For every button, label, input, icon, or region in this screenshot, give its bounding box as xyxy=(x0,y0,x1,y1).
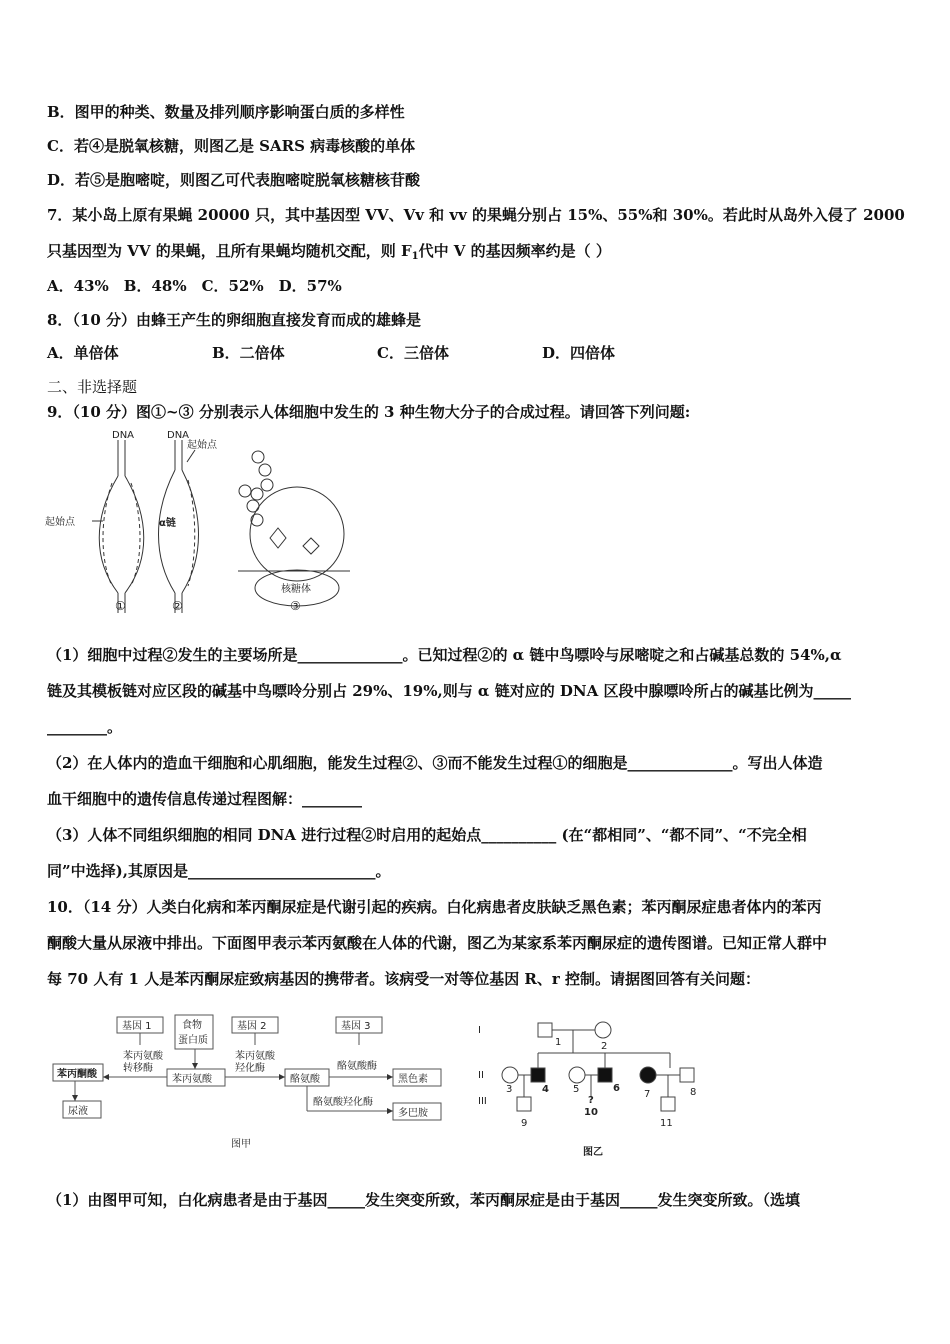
pedigree-num-11: 11 xyxy=(660,1118,673,1129)
fig-a-enzyme-1a: 苯丙氨酸 xyxy=(123,1051,163,1062)
pedigree-num-7: 7 xyxy=(644,1089,651,1100)
q8-stem: 8．（10 分）由蜂王产生的卵细胞直接发育而成的雄蜂是 xyxy=(47,311,422,329)
q6-option-b: B．图甲的种类、数量及排列顺序影响蛋白质的多样性 xyxy=(47,103,405,121)
fig-b-caption: 图乙 xyxy=(583,1147,603,1158)
pedigree-num-9: 9 xyxy=(521,1118,528,1129)
q8-option-b: B．二倍体 xyxy=(212,344,285,362)
fig-a-tyrosine: 酪氨酸 xyxy=(290,1074,320,1085)
fig-a-enzyme-3: 酪氨酸酶 xyxy=(337,1061,377,1072)
fig-a-food-line2: 蛋白质 xyxy=(178,1035,208,1046)
fig-a-caption: 图甲 xyxy=(231,1139,251,1150)
q9-part3-line1: （3）人体不同组织细胞的相同 DNA 进行过程②时启用的起始点__________ (在“都相同”、“都不同”、“不完全相 xyxy=(47,826,807,844)
q10-part1: （1）由图甲可知，白化病患者是由于基因_____发生突变所致，苯丙酮尿症是由于基因_____发生突变所致。（选填 xyxy=(47,1191,800,1209)
q10-stem-line1: 10．（14 分）人类白化病和苯丙酮尿症是代谢引起的疾病。白化病患者皮肤缺乏黑色素；苯丙酮尿症患者体内的苯丙 xyxy=(47,898,822,916)
q7-stem-line1: 7．某小岛上原有果蝇 20000 只，其中基因型 VV、Vv 和 vv 的果蝇分别占 15%、55%和 30%。若此时从岛外入侵了 2000 xyxy=(47,206,905,224)
fig-a-phenylalanine: 苯丙氨酸 xyxy=(172,1074,212,1085)
q8-option-d: D．四倍体 xyxy=(542,344,616,362)
pedigree-gen-1: I xyxy=(478,1025,481,1036)
q8-option-a: A．单倍体 xyxy=(47,344,119,362)
pedigree-question: ? xyxy=(588,1095,594,1106)
q8-option-c: C．三倍体 xyxy=(377,344,449,362)
fig-label-alpha-chain: α链 xyxy=(159,518,176,529)
fig-a-urine: 尿液 xyxy=(68,1106,88,1117)
q9-stem: 9．（10 分）图①~③ 分别表示人体细胞中发生的 3 种生物大分子的合成过程。请回答下列问题: xyxy=(47,403,691,421)
fig-a-phenylpyruvate: 苯丙酮酸 xyxy=(57,1069,97,1080)
pedigree-num-8: 8 xyxy=(690,1087,697,1098)
fig-a-enzyme-2b: 羟化酶 xyxy=(235,1063,265,1074)
q6-option-c: C．若④是脱氧核糖，则图乙是 SARS 病毒核酸的单体 xyxy=(47,137,416,155)
q9-figure xyxy=(45,428,355,618)
q7-subscript: 1 xyxy=(411,251,419,262)
pedigree-num-2: 2 xyxy=(601,1041,608,1052)
q8-options xyxy=(47,343,747,363)
fig-label-1: ① xyxy=(115,599,126,613)
fig-label-origin-left: 起始点 xyxy=(45,517,75,528)
q9-part2-line2: 血干细胞中的遗传信息传递过程图解：________ xyxy=(47,790,363,808)
pedigree-num-1: 1 xyxy=(555,1037,562,1048)
fig-a-dopamine: 多巴胺 xyxy=(398,1108,428,1119)
fig-label-2: ② xyxy=(172,599,183,613)
fig-label-dna-2: DNA xyxy=(167,430,190,441)
fig-a-gene-1: 基因 1 xyxy=(122,1021,152,1032)
q9-part3-line2: 同”中选择),其原因是_________________________。 xyxy=(47,862,391,880)
fig-a-enzyme-1b: 转移酶 xyxy=(123,1063,153,1074)
pedigree-num-6: 6 xyxy=(613,1083,620,1094)
fig-label-origin-top: 起始点 xyxy=(187,440,217,451)
q9-part1-line3: ________。 xyxy=(47,718,123,736)
pedigree-gen-3: III xyxy=(478,1096,487,1107)
q9-part2-line1: （2）在人体内的造血干细胞和心肌细胞，能发生过程②、③而不能发生过程①的细胞是______________。写出人体造 xyxy=(47,754,823,772)
pedigree-num-10: 10 xyxy=(584,1107,598,1118)
q9-part1-line2: 链及其模板链对应区段的碱基中鸟嘌呤分别占 29%、19%,则与 α 链对应的 DNA 区段中腺嘌呤所占的碱基比例为_____ xyxy=(47,682,851,700)
fig-a-gene-3: 基因 3 xyxy=(341,1021,371,1032)
fig-a-melanin: 黑色素 xyxy=(398,1074,428,1085)
q9-part1-line1: （1）细胞中过程②发生的主要场所是______________。已知过程②的 α 链中鸟嘌呤与尿嘧啶之和占碱基总数的 54%,α xyxy=(47,646,842,664)
fig-label-ribosome: 核糖体 xyxy=(281,584,311,595)
pedigree-num-4: 4 xyxy=(542,1084,549,1095)
pedigree-gen-2: II xyxy=(478,1070,484,1081)
q7-options: A．43% B．48% C．52% D．57% xyxy=(47,277,342,295)
fig-label-dna-1: DNA xyxy=(112,430,135,441)
fig-a-enzyme-2a: 苯丙氨酸 xyxy=(235,1051,275,1062)
section-heading: 二、非选择题 xyxy=(47,378,138,396)
fig-a-gene-2: 基因 2 xyxy=(237,1021,267,1032)
q10-stem-line3: 每 70 人有 1 人是苯丙酮尿症致病基因的携带者。该病受一对等位基因 R、r 控制。请据图回答有关问题： xyxy=(47,970,761,988)
q7-stem-line2a: 只基因型为 VV 的果蝇，且所有果蝇均随机交配，则 F xyxy=(47,242,412,260)
fig-a-enzyme-4: 酪氨酸羟化酶 xyxy=(313,1097,373,1108)
q6-option-d: D．若⑤是胞嘧啶，则图乙可代表胞嘧啶脱氧核糖核苷酸 xyxy=(47,171,421,189)
q7-stem-line2b: 代中 V 的基因频率约是（ ） xyxy=(418,242,611,260)
q10-figure-a xyxy=(45,1005,455,1160)
fig-a-food-line1: 食物 xyxy=(182,1020,202,1031)
pedigree-num-5: 5 xyxy=(573,1084,580,1095)
q10-stem-line2: 酮酸大量从尿液中排出。下面图甲表示苯丙氨酸在人体的代谢，图乙为某家系苯丙酮尿症的遗传图谱。已知正常人群中 xyxy=(47,934,828,952)
q7-stem-line2 xyxy=(47,241,611,267)
q10-figure-b xyxy=(470,1005,710,1165)
fig-label-3: ③ xyxy=(290,599,301,613)
pedigree-num-3: 3 xyxy=(506,1084,513,1095)
